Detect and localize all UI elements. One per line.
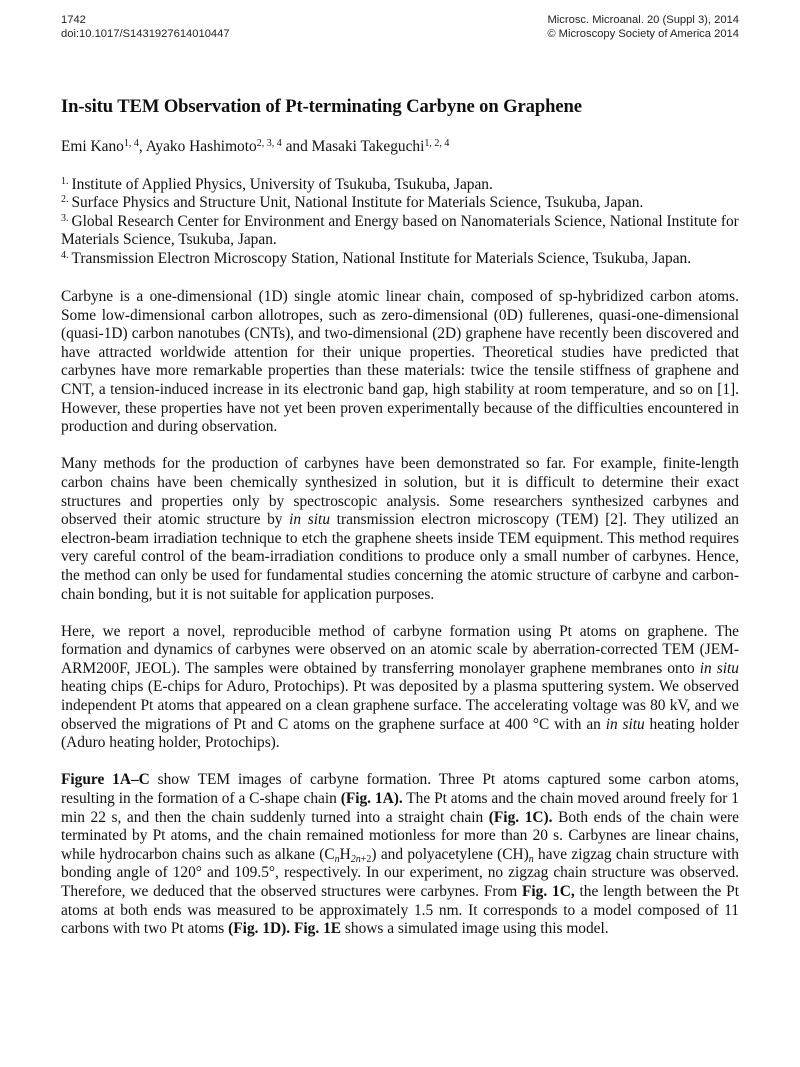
affiliation-number: 4. xyxy=(61,249,69,261)
affiliation-text: Transmission Electron Microscopy Station, National Institute for Materials Science, Tsukuba, Japan. xyxy=(71,249,692,267)
text-run: shows a simulated image using this model. xyxy=(341,920,609,938)
author-separator: , xyxy=(138,138,146,155)
figure-reference: Fig. 1E xyxy=(294,920,342,938)
affiliation xyxy=(61,176,739,194)
header-right xyxy=(547,14,739,41)
affiliation-number: 1. xyxy=(61,176,69,187)
header-left xyxy=(61,14,230,41)
affiliation-number: 2. xyxy=(61,194,69,206)
figure-reference: Figure 1A–C xyxy=(61,771,150,789)
paragraph-results xyxy=(61,771,739,938)
affiliation-number: 3. xyxy=(61,212,69,224)
author-name: Emi Kano xyxy=(61,138,124,155)
doi: doi:10.1017/S1431927614010447 xyxy=(61,27,230,40)
affiliation-list xyxy=(61,176,739,268)
figure-reference: Fig. 1C, xyxy=(522,883,575,900)
text-run: Many methods for the production of carbynes have been demonstrated so far. For example, finite-length carbon chains have been chemically synthesized in solution, but it is difficult to determine their exact structures and properties only by spectroscopic analysis. Some researchers synthesized carbynes and observed their atomic structure by xyxy=(61,455,739,529)
text-run: transmission electron microscopy (TEM) [2]. They utilized an electron-beam irradiation technique to etch the graphene sheets inside TEM equipment. This method requires very careful control of the beam-irradiation conditions to produce only a small number of carbynes. Hence, the method can only be used for fundamental studies concerning the atomic structure of carbyne and carbon-chain bonding, but it is not suitable for application purposes. xyxy=(61,511,739,603)
text-run: heating holder (Aduro heating holder, Protochips). xyxy=(61,715,740,752)
subscript: 2n+2 xyxy=(350,853,372,865)
text-run: the length between the Pt atoms at both ends was measured to be approximately 1.5 nm. It corresponds to a model composed of 11 carbons with two Pt atoms xyxy=(61,883,739,938)
italic-term: in situ xyxy=(699,659,739,677)
text-run: H xyxy=(339,845,351,863)
subscript: n xyxy=(528,853,534,865)
affiliation xyxy=(61,213,739,250)
paper-body xyxy=(61,288,739,957)
italic-term: in situ xyxy=(605,715,645,733)
figure-reference: (Fig. 1C). xyxy=(488,808,553,826)
text-run: Both ends of the chain were terminated by Pt atoms, and the chain remained motionless for more than 20 s. Carbynes are linear chains, while hydrocarbon chains such as alkane (C xyxy=(61,808,739,863)
subscript: n xyxy=(334,853,340,865)
affiliation xyxy=(61,250,739,268)
author-affil: 1, 2, 4 xyxy=(424,138,450,149)
figure-reference: (Fig. 1A). xyxy=(340,790,403,808)
author-name: Masaki Takeguchi xyxy=(311,138,425,155)
text-run: have zigzag chain structure with bonding angle of 120° and 109.5°, respectively. In our experiment, no zigzag chain structure was observed. Therefore, we deduced that the observed structures were carbynes. From xyxy=(61,845,739,900)
affiliation-text: Institute of Applied Physics, University of Tsukuba, Tsukuba, Japan. xyxy=(71,176,493,193)
italic-term: in situ xyxy=(289,511,331,529)
affiliation-text: Surface Physics and Structure Unit, National Institute for Materials Science, Tsukuba, Japan. xyxy=(71,194,644,212)
paragraph-methods xyxy=(61,623,739,753)
text-run: ) and polyacetylene (CH) xyxy=(371,845,529,863)
text-run: Here, we report a novel, reproducible method of carbyne formation using Pt atoms on graphene. The formation and dynamics of carbynes were observed on an atomic scale by aberration-corrected TEM (JEM-ARM200F, JEOL). The samples were obtained by transferring monolayer graphene membranes onto xyxy=(61,622,739,677)
text-run: show TEM images of carbyne formation. Three Pt atoms captured some carbon atoms, resulting in the formation of a C-shape chain xyxy=(61,771,739,808)
affiliation-text: Global Research Center for Environment and Energy based on Nanomaterials Science, National Institute for Materials Science, Tsukuba, Japan. xyxy=(61,212,739,249)
text-run: heating chips (E-chips for Aduro, Protochips). Pt was deposited by a plasma sputtering system. We observed independent Pt atoms that appeared on a clean graphene surface. The accelerating voltage was 80 kV, and we observed the migrations of Pt and C atoms on the graphene surface at 400 °C with an xyxy=(61,678,739,733)
affiliation xyxy=(61,194,739,212)
page-number: 1742 xyxy=(61,14,86,26)
copyright: © Microscopy Society of America 2014 xyxy=(547,27,739,40)
author-separator: and xyxy=(281,138,312,155)
author-affil: 1, 4 xyxy=(123,138,139,149)
paragraph-introduction: Carbyne is a one-dimensional (1D) single atomic linear chain, composed of sp-hybridized carbon atoms. Some low-dimensional carbon allotropes, such as zero-dimensional (0D) fullerenes, quasi-one-dimensional (quasi-1D) carbon nanotubes (CNTs), and two-dimensional (2D) graphene have recently been discovered and have attracted worldwide attention for their unique properties. Theoretical studies have predicted that carbynes have more remarkable properties than these materials: twice the tensile stiffness of graphene and CNT, a tension-induced increase in its electronic band gap, high stability at room temperature, and so on [1]. However, these properties have not yet been proven experimentally because of the difficulties encountered in production and during observation. xyxy=(61,288,739,436)
figure-reference: (Fig. 1D). xyxy=(228,920,291,938)
paragraph-prior-methods xyxy=(61,455,739,604)
journal-citation: Microsc. Microanal. 20 (Suppl 3), 2014 xyxy=(547,14,739,26)
author-name: Ayako Hashimoto xyxy=(145,138,257,155)
text-run: The Pt atoms and the chain moved around freely for 1 min 22 s, and then the chain suddenly turned into a straight chain xyxy=(61,790,739,826)
paper-title: In-situ TEM Observation of Pt-terminating Carbyne on Graphene xyxy=(61,96,582,117)
author-list xyxy=(61,138,449,156)
author-affil: 2, 3, 4 xyxy=(256,138,282,149)
